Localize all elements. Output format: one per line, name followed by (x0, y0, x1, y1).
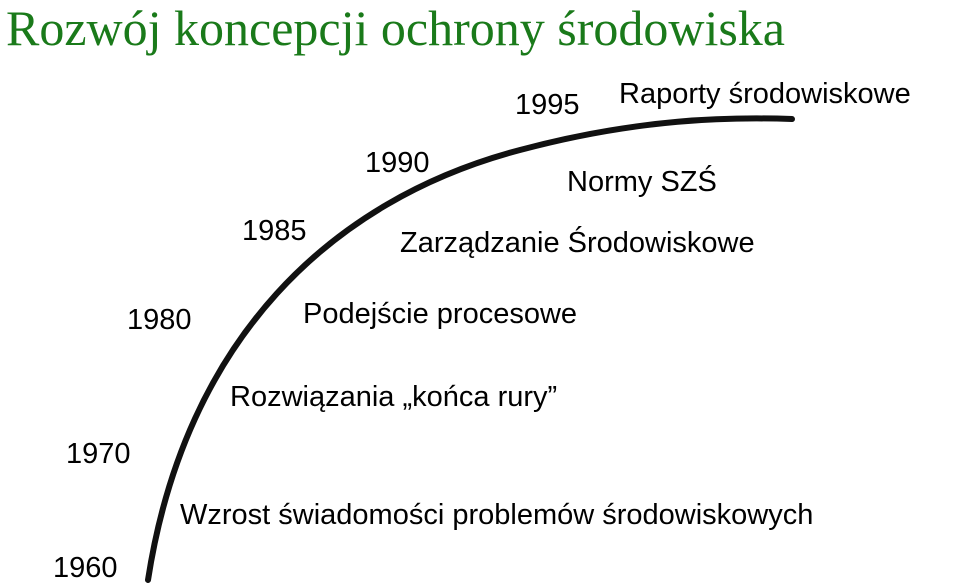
stage-environmental-reports: Raporty środowiskowe (619, 78, 911, 110)
stage-awareness: Wzrost świadomości problemów środowiskowych (180, 499, 814, 531)
stage-process-approach: Podejście procesowe (303, 298, 578, 330)
stage-environmental-management: Zarządzanie Środowiskowe (400, 227, 755, 259)
year-1970: 1970 (66, 438, 131, 470)
stage-ems-standards: Normy SZŚ (567, 166, 717, 198)
year-1995: 1995 (515, 89, 580, 121)
page-title: Rozwój koncepcji ochrony środowiska (6, 0, 786, 56)
year-1960: 1960 (53, 552, 118, 584)
year-1990: 1990 (365, 147, 430, 179)
year-1985: 1985 (242, 215, 307, 247)
year-1980: 1980 (127, 304, 192, 336)
stage-end-of-pipe: Rozwiązania „końca rury” (230, 381, 558, 413)
